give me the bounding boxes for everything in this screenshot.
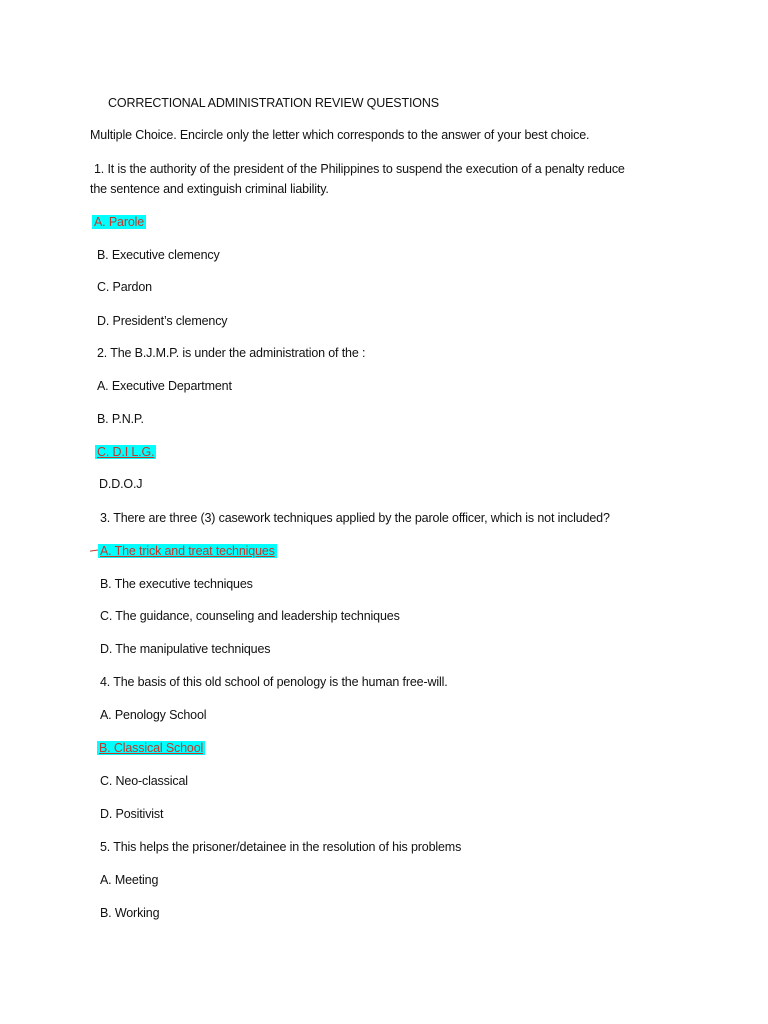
question-1-choice-a-highlighted	[92, 214, 146, 230]
question-3-choice-a-highlighted	[98, 543, 277, 559]
question-5-choice-a: A. Meeting	[100, 873, 159, 887]
question-5-text: 5. This helps the prisoner/detainee in the resolution of his problems	[100, 840, 462, 854]
question-4-choice-c: C. Neo-classical	[100, 774, 188, 788]
question-4-choice-d: D. Positivist	[100, 807, 164, 821]
question-2-choice-a: A. Executive Department	[97, 379, 232, 393]
question-2-choice-b: B. P.N.P.	[97, 412, 144, 426]
question-4-choice-b-highlighted	[97, 740, 205, 756]
question-2-choice-d: D.D.O.J	[99, 477, 143, 491]
question-1-text-line2: the sentence and extinguish criminal liability.	[90, 182, 329, 196]
question-4-choice-a: A. Penology School	[100, 708, 207, 722]
instructions: Multiple Choice. Encircle only the letter which corresponds to the answer of your best choice.	[90, 128, 590, 142]
answer-highlight: B. Classical School	[99, 741, 204, 755]
document-title: CORRECTIONAL ADMINISTRATION REVIEW QUESTIONS	[108, 96, 439, 110]
question-1-text-line1: 1. It is the authority of the president of the Philippines to suspend the execution of a penalty reduce	[94, 162, 625, 176]
question-5-choice-b: B. Working	[100, 906, 160, 920]
answer-highlight: C. D.I L.G.	[97, 445, 155, 459]
question-2-choice-c-highlighted	[95, 444, 156, 460]
question-3-choice-d: D. The manipulative techniques	[100, 642, 271, 656]
question-1-choice-c: C. Pardon	[97, 280, 152, 294]
question-3-text: 3. There are three (3) casework techniques applied by the parole officer, which is not included?	[100, 511, 610, 525]
question-2-text: 2. The B.J.M.P. is under the administration of the :	[97, 346, 366, 360]
answer-highlight: A. Parole	[94, 215, 145, 229]
question-3-choice-c: C. The guidance, counseling and leadership techniques	[100, 609, 400, 623]
question-4-text: 4. The basis of this old school of penology is the human free-will.	[100, 675, 448, 689]
answer-highlight: A. The trick and treat techniques	[100, 544, 275, 558]
question-3-choice-b: B. The executive techniques	[100, 577, 253, 591]
question-1-choice-b: B. Executive clemency	[97, 248, 220, 262]
question-1-choice-d: D. President’s clemency	[97, 314, 228, 328]
